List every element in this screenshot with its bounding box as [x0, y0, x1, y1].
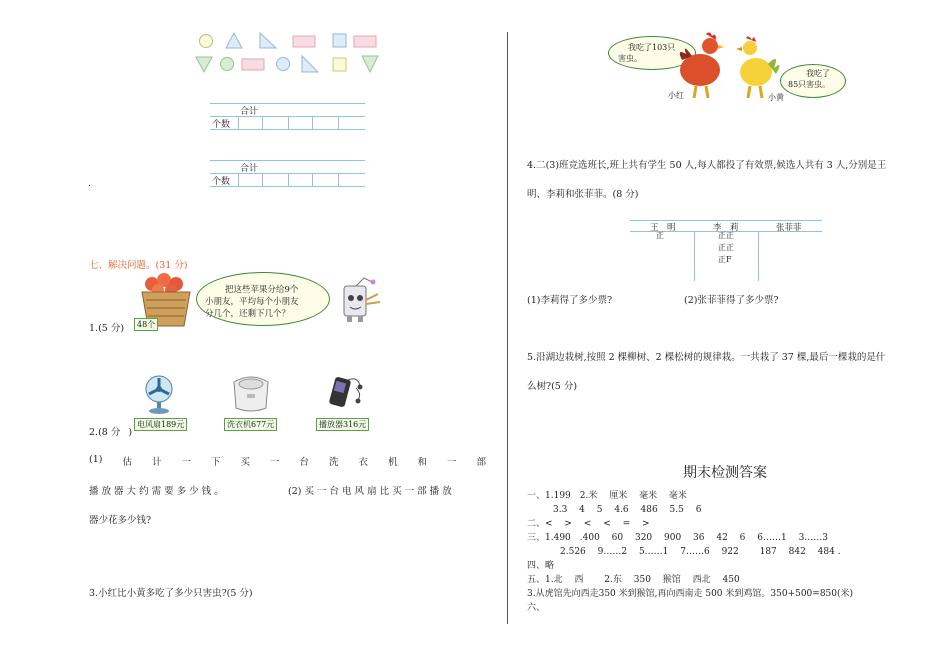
answer-line-9: 六、 — [527, 603, 546, 613]
washing-machine-icon — [230, 372, 272, 414]
q4-line-2: 明、李莉和张菲菲。(8 分) — [527, 189, 639, 200]
q5-line-2: 么树?(5 分) — [527, 381, 578, 392]
q4-line-1: 4.二(3)班竞选班长,班上共有学生 50 人,每人都投了有效票,候选人共有 3 人,分别是王 — [527, 160, 887, 171]
price-tag-player: 播放器316元 — [316, 418, 369, 431]
table-total-label: 合计 — [240, 164, 259, 174]
table-count-row — [210, 117, 365, 130]
q5-line-1: 5.沿湖边栽树,按照 2 棵柳树、2 棵松树的规律栽。一共栽了 37 棵,最后一棵栽的是什 — [527, 352, 886, 363]
q1-bubble-text: 把这些苹果分给9个 小朋友，平均每个小朋友 分几个，还剩下几个？ — [205, 285, 299, 319]
vote-header-li: 李 莉 — [713, 223, 739, 233]
name-red: 小红 — [668, 91, 684, 100]
table-count-row — [210, 174, 365, 187]
answer-line-2: 3.3 4 5 4.6 486 5.5 6 — [553, 505, 702, 515]
media-player-icon — [326, 372, 366, 412]
robot-character-icon — [336, 276, 382, 324]
electric-fan-icon — [142, 374, 176, 414]
vote-header-zhang: 张菲菲 — [776, 223, 802, 233]
q2-text-line-2a: 播 放 器 大 约 需 要 多 少 钱 。 — [89, 486, 224, 497]
answer-line-1: 一、1.199 2.米 厘米 毫米 毫米 — [527, 491, 687, 501]
q4-sub-question-2: (2)张菲菲得了多少票? — [684, 295, 779, 306]
price-tag-washer: 洗衣机677元 — [224, 418, 277, 431]
table-count-label: 个数 — [212, 120, 231, 130]
table-total-label: 合计 — [240, 107, 259, 117]
answer-line-4: 三、1.490 .400 60 320 900 36 42 6 6……1 3……3 — [527, 533, 829, 543]
answer-line-7: 五、1.北 西 2.东 350 猴馆 西北 450 — [527, 575, 740, 585]
answer-line-3: 二、< > < < = > — [527, 519, 650, 529]
q2-text-line-1: (1) 估 计 一 下 买 一 台 洗 衣 机 和 一 部 — [89, 454, 486, 468]
answer-line-8: 3.从虎馆先向西走350 米到猴馆,再向西南走 500 米到鸡馆。350+500=850(米) — [527, 589, 854, 599]
answer-line-6: 四、略 — [527, 561, 555, 571]
vote-tally-table — [630, 220, 822, 282]
basket-tag: 48个 — [134, 318, 158, 331]
q3-text: 3.小红比小黄多吃了多少只害虫?(5 分) — [89, 588, 253, 599]
vote-tally-wang: 正 — [656, 231, 664, 240]
count-table-1 — [210, 103, 365, 130]
count-table-2 — [210, 160, 365, 187]
q4-sub-question-1: (1)李莉得了多少票? — [527, 295, 613, 306]
column-divider — [507, 32, 508, 624]
bubble-red-text: 我吃了103只 害虫。 — [618, 43, 676, 63]
name-yellow: 小黄 — [768, 93, 784, 102]
stray-mark: . — [88, 178, 92, 189]
table-count-label: 个数 — [212, 177, 231, 187]
answer-line-5: 2.526 9……2 5……1 7……6 922 187 842 484 . — [560, 547, 841, 557]
q2-text-line-3: 器少花多少钱? — [89, 515, 152, 526]
vote-header-wang: 王 明 — [650, 223, 676, 233]
table-header-row — [210, 103, 365, 117]
answer-key-title: 期末检测答案 — [683, 465, 767, 481]
table-header-row — [210, 160, 365, 174]
price-tag-fan: 电风扇189元 — [134, 418, 187, 431]
bubble-yellow-text: 我吃了 85只害虫。 — [788, 69, 831, 89]
q1-label: 1.(5 分) — [89, 323, 125, 334]
section-7-heading: 七、解决问题。(31 分) — [89, 260, 188, 271]
q2-label: 2.(8 分 ) — [89, 427, 133, 438]
q2-text-line-2b: (2) 买 一 台 电 风 扇 比 买 一 部 播 放 — [288, 486, 452, 497]
vote-tally-li: 正正 正正 正F — [718, 231, 734, 264]
